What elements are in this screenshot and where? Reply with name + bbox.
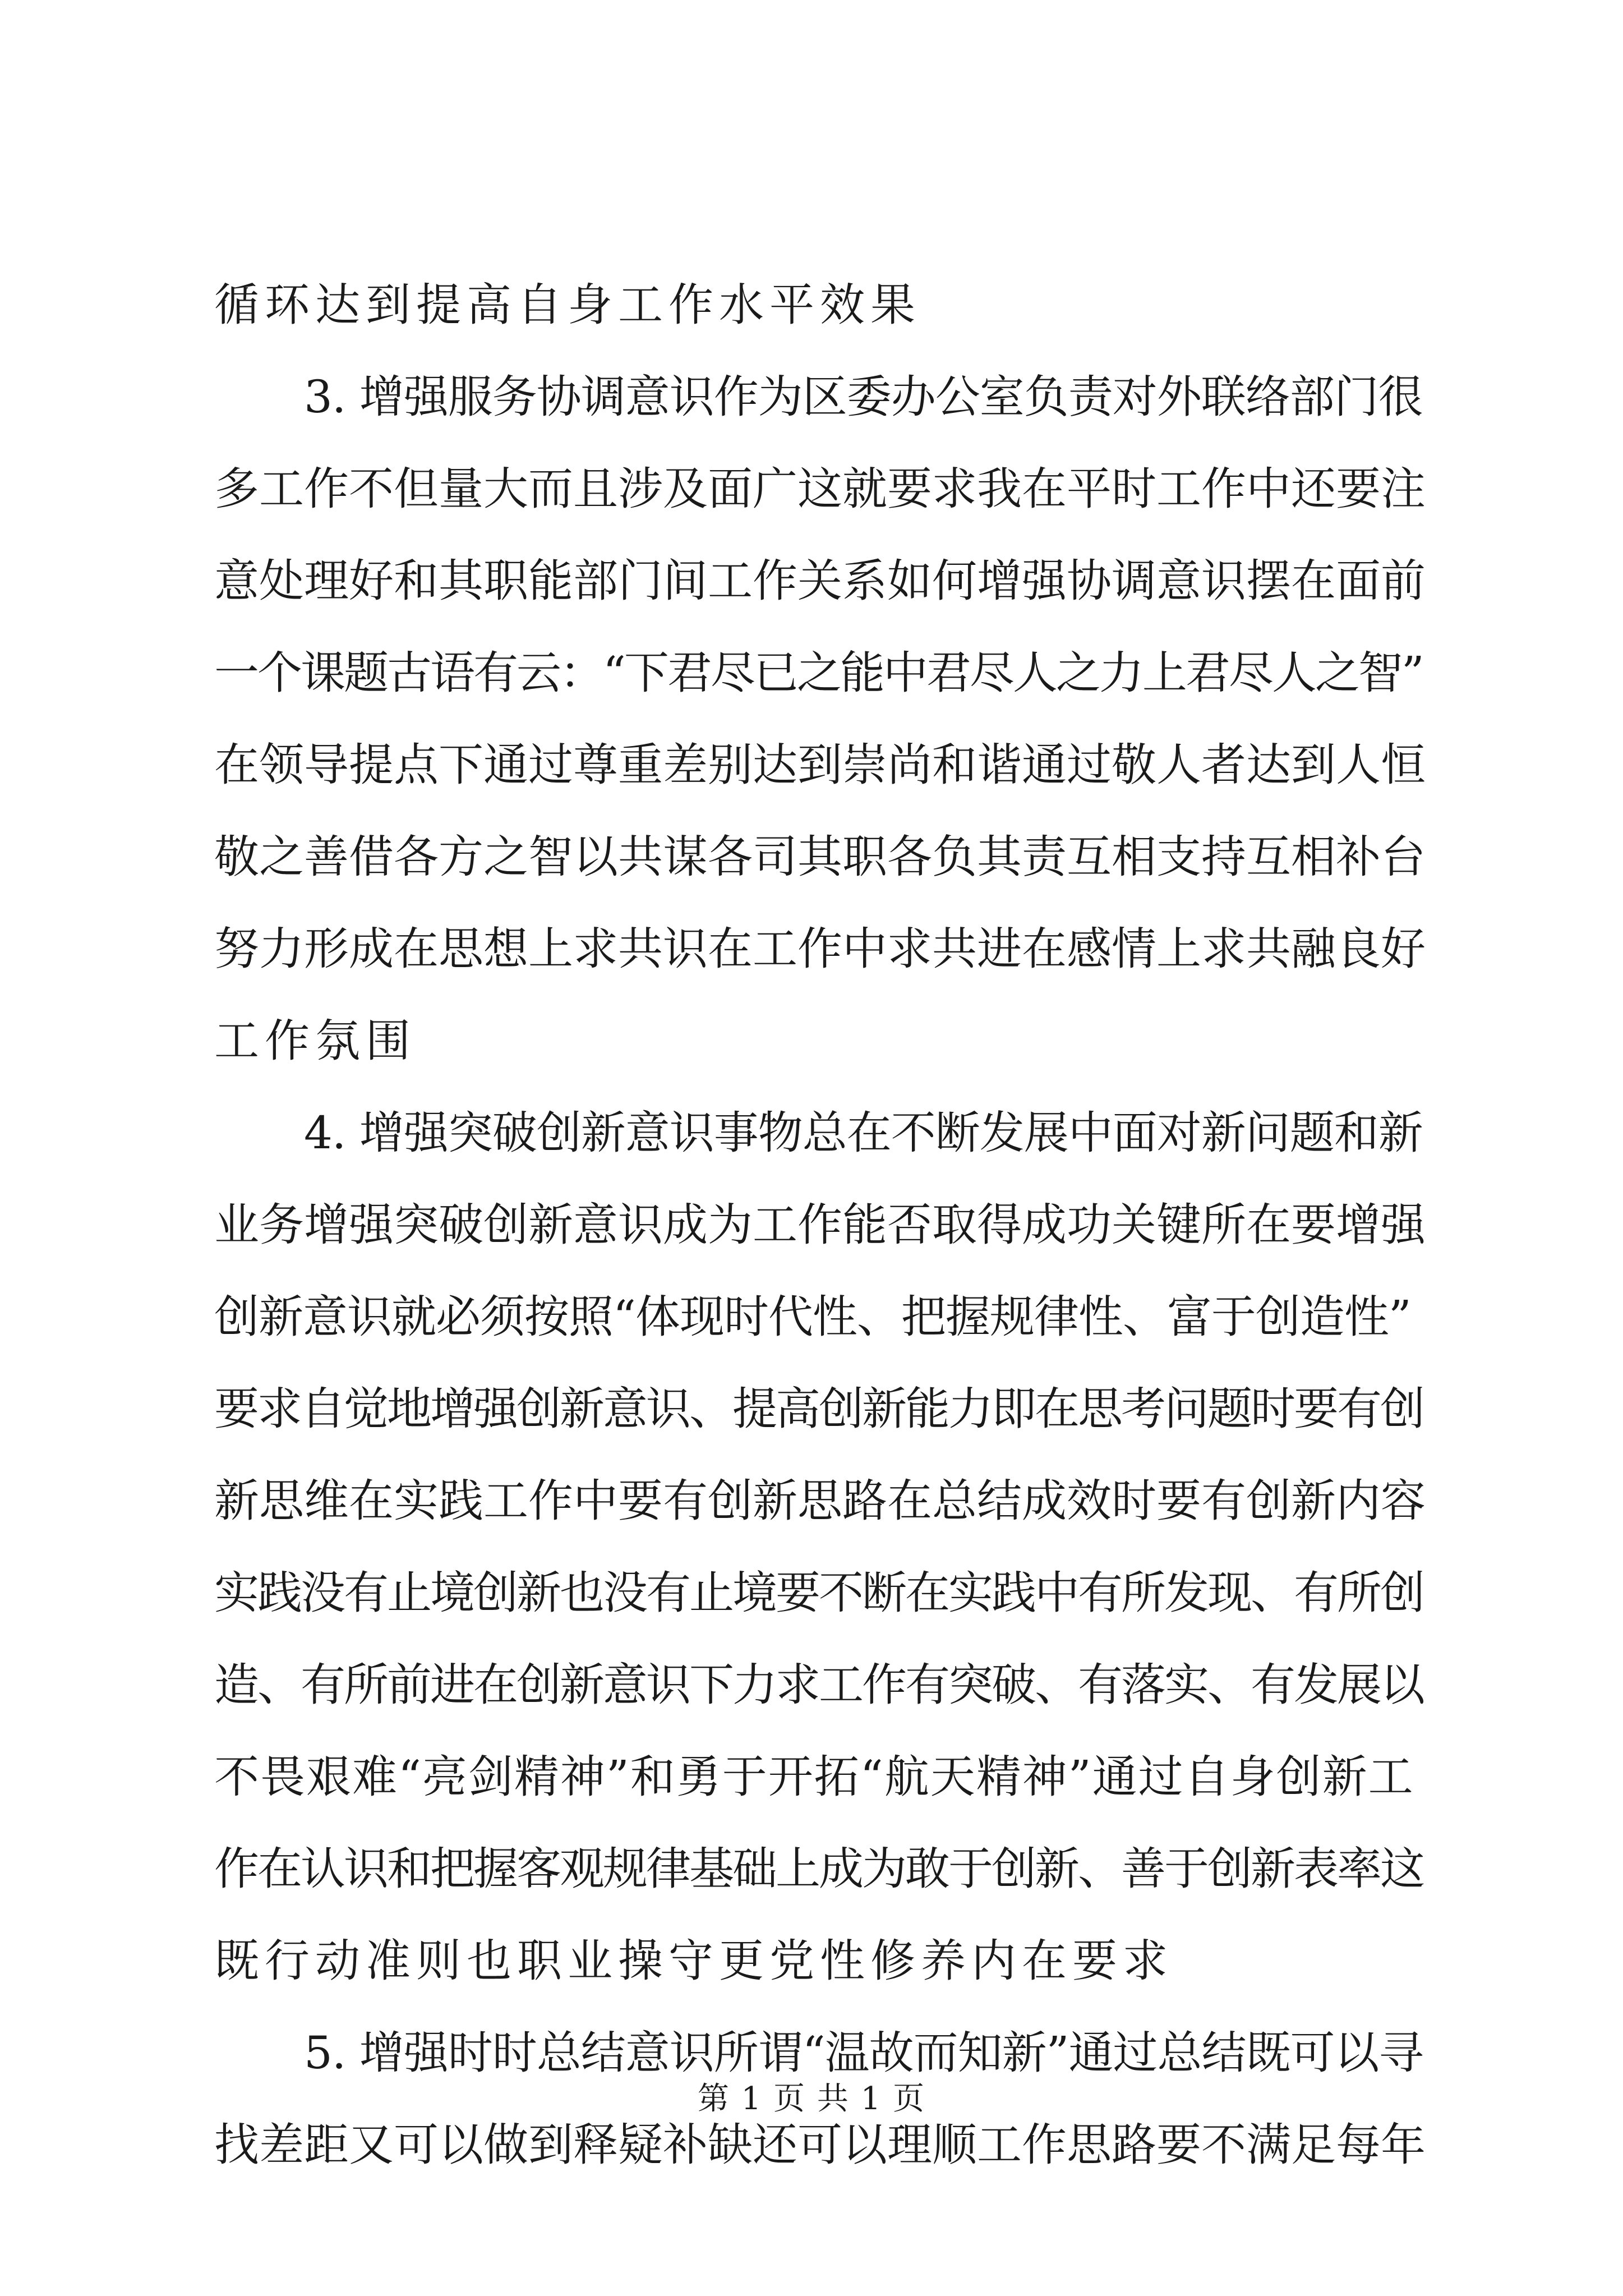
page-footer: 第 1 页 共 1 页 (697, 2081, 926, 2117)
paragraph-first-line: 5. 增强时时总结意识所谓“温故而知新”通过总结既可以寻 (304, 2027, 1423, 2079)
paragraph-line: 业务增强突破创新意识成为工作能否取得成功关键所在要增强 (214, 1199, 1426, 1251)
paragraph-first-line: 3. 增强服务协调意识作为区委办公室负责对外联络部门很 (304, 371, 1423, 423)
paragraph-first-line: 4. 增强突破创新意识事物总在不断发展中面对新问题和新 (304, 1107, 1423, 1159)
paragraph-line: 敬之善借各方之智以共谋各司其职各负其责互相支持互相补台 (214, 831, 1426, 883)
paragraph-line: 意处理好和其职能部门间工作关系如何增强协调意识摆在面前 (214, 555, 1426, 607)
paragraph-line: 造、有所前进在创新意识下力求工作有突破、有落实、有发展以 (214, 1659, 1423, 1711)
paragraph-line: 找差距又可以做到释疑补缺还可以理顺工作思路要不满足每年 (214, 2119, 1426, 2171)
paragraph-line: 在领导提点下通过尊重差别达到崇尚和谐通过敬人者达到人恒 (214, 739, 1426, 791)
paragraph-line: 新思维在实践工作中要有创新思路在总结成效时要有创新内容 (214, 1475, 1426, 1527)
paragraph-line: 努力形成在思想上求共识在工作中求共进在感情上求共融良好 (214, 923, 1426, 975)
paragraph-line: 工作氛围 (214, 1015, 416, 1067)
paragraph-line: 创新意识就必须按照“体现时代性、把握规律性、富于创造性” (214, 1291, 1411, 1343)
document-body (214, 259, 1426, 2191)
paragraph-line: 一个课题古语有云：“下君尽已之能中君尽人之力上君尽人之智” (214, 647, 1423, 699)
paragraph-line: 多工作不但量大而且涉及面广这就要求我在平时工作中还要注 (214, 463, 1426, 515)
paragraph-line: 要求自觉地增强创新意识、提高创新能力即在思考问题时要有创 (214, 1383, 1423, 1435)
paragraph-line: 实践没有止境创新也没有止境要不断在实践中有所发现、有所创 (214, 1567, 1423, 1619)
paragraph-line: 循环达到提高自身工作水平效果 (214, 279, 921, 331)
paragraph-line: 既行动准则也职业操守更党性修养内在要求 (214, 1935, 1173, 1987)
paragraph-line: 作在认识和把握客观规律基础上成为敢于创新、善于创新表率这 (214, 1843, 1423, 1895)
paragraph-line: 不畏艰难“亮剑精神”和勇于开拓“航天精神”通过自身创新工 (214, 1751, 1414, 1803)
